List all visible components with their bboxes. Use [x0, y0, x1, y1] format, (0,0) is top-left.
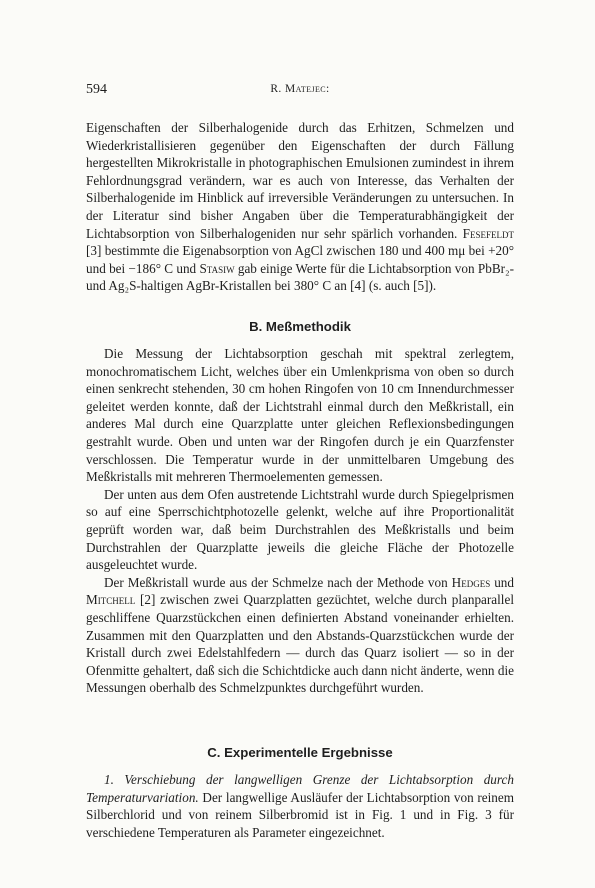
running-head: R. Matejec:	[270, 83, 330, 95]
page-number: 594	[86, 82, 107, 97]
author-fesefeldt: Fesefeldt	[462, 225, 514, 241]
subsection-title: 1. Verschiebung der langwelligen Grenze der Lichtabsorption durch Temperaturvariation.	[86, 772, 514, 805]
section-b-body	[86, 345, 514, 697]
author-mitchell: Mitchell	[86, 592, 136, 608]
section-c-paragraph-1: 1. Verschiebung der langwelligen Grenze der Lichtabsorption durch Temperaturvariation. Der langwellige Ausläufer der Lichtabsorption von reinem Silberchlorid und von reinem Silberbromid ist in Fig. 1 und in Fig. 3 für verschiedene Temperaturen als Parameter eingezeichnet.	[86, 772, 514, 840]
intro-paragraph: Eigenschaften der Silberhalogenide durch das Erhitzen, Schmelzen und Wiederkristallisieren gegenüber den Eigenschaften der durch Fällung hergestellten Mikrokristalle in photographischen Emulsionen zumindest in ihrem Fehlordnungsgrad verändern, war es auch von Interesse, das Verhalten der Silberhalogenide im Hinblick auf irreversible Veränderungen zu untersuchen. In der Literatur sind bisher Angaben über die Temperaturabhängigkeit der Lichtabsorption von Silberhalogeniden nur sehr spärlich vorhanden. Fesefeldt [3] bestimmte die Eigenabsorption von AgCl zwischen 180 und 400 mμ bei +20° und bei −186° C und Stasiw gab einige Werte für die Lichtabsorption von PbBr₂- und Ag₂S-haltigen AgBr-Kristallen bei 380° C an [4] (s. auch [5]).	[86, 120, 514, 294]
section-c-body	[86, 771, 514, 841]
page-header	[86, 82, 514, 102]
author-stasiw: Stasiw	[199, 260, 235, 276]
section-c-heading: C. Experimentelle Ergebnisse	[207, 745, 393, 760]
section-b-paragraph-3: Der Meßkristall wurde aus der Schmelze nach der Methode von Hedges und Mitchell [2] zwischen zwei Quarzplatten gezüchtet, welche durch planparallel geschliffene Quarzstückchen einen definierten Abstand voneinander erhielten. Zusammen mit den Quarzplatten und den Abstands-Quarzstückchen wurde der Kristall durch zwei Edelstahlfedern — durch das Quarz isoliert — so in der Ofenmitte gehaltert, daß sich die Schichtdicke auch dann nicht änderte, wenn die Messungen oberhalb des Schmelzpunktes durchgeführt wurden.	[86, 574, 514, 696]
section-b-heading: B. Meßmethodik	[249, 319, 351, 334]
section-b-paragraph-2: Der unten aus dem Ofen austretende Lichtstrahl wurde durch Spiegelprismen so auf eine Sperrschichtphotozelle gelenkt, welche auf ihre Proportionalität geprüft worden war, daß beim Durchstrahlen des Meßkristalls und beim Durchstrahlen der Quarzplatte jeweils die gleiche Fläche der Photozelle ausgeleuchtet wurde.	[86, 486, 514, 573]
section-b-paragraph-1: Die Messung der Lichtabsorption geschah mit spektral zerlegtem, monochromatischem Licht, welches über ein Umlenkprisma von oben so durch einen senkrecht stehenden, 30 cm hohen Ringofen von 10 cm Innendurchmesser geleitet werden konnte, daß der Lichtstrahl einmal durch den Meßkristall, ein anderes Mal durch eine Quarzplatte unter gleichen Reflexionsbedingungen gestrahlt wurde. Oben und unten war der Ringofen durch je ein Quarzfenster verschlossen. Die Temperatur wurde in der unmittelbaren Umgebung des Meßkristalls mit mehreren Thermoelementen gemessen.	[86, 346, 514, 485]
author-hedges: Hedges	[451, 574, 491, 590]
